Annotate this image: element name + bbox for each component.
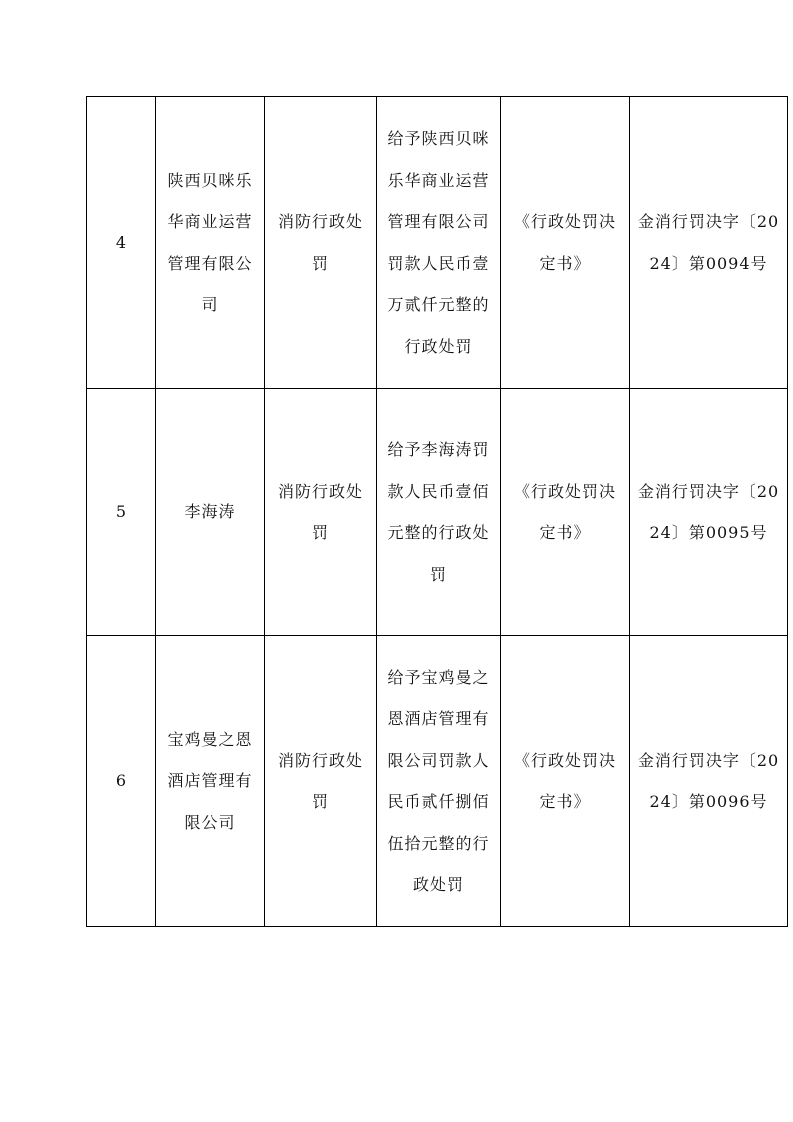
party-name-cell [156, 97, 265, 389]
row-number-cell [87, 389, 156, 636]
penalty-basis-cell [501, 636, 630, 927]
table-row [87, 97, 788, 389]
penalty-type-cell [265, 97, 377, 389]
decision-number-cell [630, 97, 788, 389]
table-row [87, 389, 788, 636]
penalty-basis: 《行政处罚决定书》 [513, 481, 616, 542]
penalty-content-cell [377, 636, 501, 927]
penalty-content: 给予李海涛罚款人民币壹佰元整的行政处罚 [387, 440, 490, 584]
row-number: 4 [115, 232, 127, 252]
decision-number: 金消行罚决字〔2024〕第0094号 [637, 212, 780, 273]
party-name-cell [156, 636, 265, 927]
decision-number: 金消行罚决字〔2024〕第0096号 [637, 750, 780, 811]
penalty-type-cell [265, 389, 377, 636]
party-name: 宝鸡曼之恩酒店管理有限公司 [167, 729, 253, 832]
penalty-basis-cell [501, 97, 630, 389]
row-number: 5 [115, 502, 127, 522]
party-name: 李海涛 [184, 502, 236, 522]
table-row [87, 636, 788, 927]
decision-number-cell [630, 636, 788, 927]
penalty-table [86, 96, 788, 927]
row-number-cell [87, 636, 156, 927]
decision-number-cell [630, 389, 788, 636]
party-name-cell [156, 389, 265, 636]
penalty-type: 消防行政处罚 [277, 750, 363, 811]
penalty-basis: 《行政处罚决定书》 [513, 750, 616, 811]
decision-number: 金消行罚决字〔2024〕第0095号 [637, 481, 780, 542]
penalty-content: 给予陕西贝咪乐华商业运营管理有限公司罚款人民币壹万贰仟元整的行政处罚 [387, 129, 490, 356]
party-name: 陕西贝咪乐华商业运营管理有限公司 [167, 170, 253, 314]
row-number: 6 [115, 771, 127, 791]
penalty-content-cell [377, 389, 501, 636]
penalty-basis: 《行政处罚决定书》 [513, 212, 616, 273]
penalty-basis-cell [501, 389, 630, 636]
penalty-content-cell [377, 97, 501, 389]
penalty-type: 消防行政处罚 [277, 212, 363, 273]
penalty-type: 消防行政处罚 [277, 481, 363, 542]
penalty-type-cell [265, 636, 377, 927]
penalty-content: 给予宝鸡曼之恩酒店管理有限公司罚款人民币贰仟捌佰伍拾元整的行政处罚 [387, 667, 490, 894]
row-number-cell [87, 97, 156, 389]
